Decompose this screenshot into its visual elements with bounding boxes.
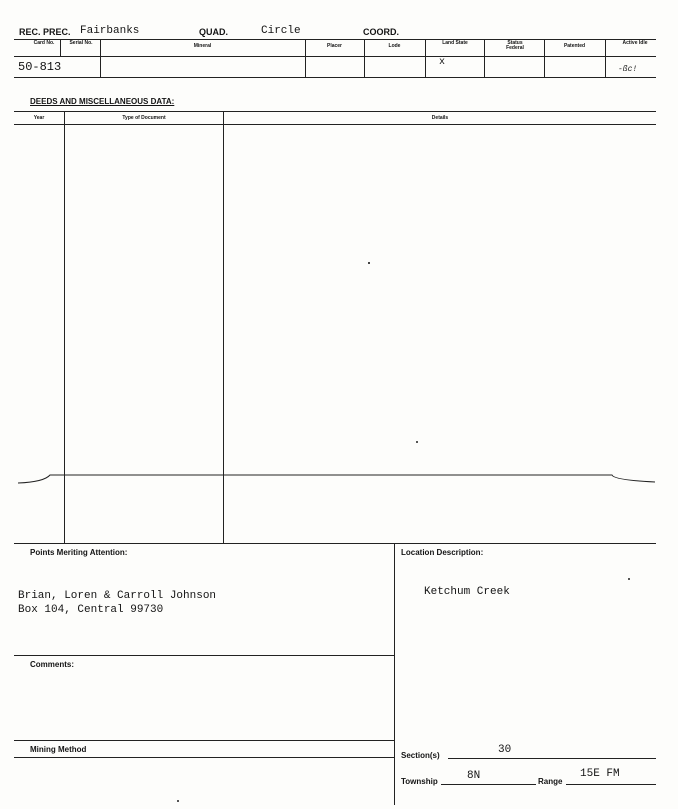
scan-speck: [628, 578, 630, 580]
col-placer: Placer: [326, 43, 342, 49]
scan-speck: [416, 441, 418, 443]
points-line-2: Box 104, Central 99730: [18, 604, 164, 616]
range-value: 15E FM: [580, 768, 620, 780]
section-label: Section(s): [401, 751, 440, 760]
rec-prec-value: Fairbanks: [80, 25, 140, 37]
mining-method-label: Mining Method: [30, 745, 87, 754]
scan-speck: [177, 800, 179, 802]
col-year: Year: [33, 115, 45, 121]
rec-prec-label: REC. PREC.: [19, 27, 71, 37]
points-line-1: Brian, Loren & Carroll Johnson: [18, 590, 217, 602]
points-label: Points Meriting Attention:: [30, 548, 128, 557]
card-no-value: 50-813: [18, 60, 62, 74]
fold-line: [0, 465, 678, 495]
location-value: Ketchum Creek: [424, 586, 510, 598]
scan-speck: [368, 262, 370, 264]
col-lode: Lode: [388, 43, 401, 49]
col-land-state: Land State: [442, 40, 468, 46]
col-patented: Patented: [563, 43, 586, 49]
col-type-of-document: Type of Document: [122, 115, 166, 121]
coord-label: COORD.: [363, 27, 399, 37]
township-label: Township: [401, 777, 438, 786]
location-label: Location Description:: [401, 548, 484, 557]
section-value: 30: [498, 744, 512, 756]
col-status-federal: Status Federal: [506, 40, 524, 51]
col-card-no: Card No.: [33, 40, 55, 46]
deeds-title: DEEDS AND MISCELLANEOUS DATA:: [30, 97, 175, 106]
range-label: Range: [538, 777, 563, 786]
quad-label: QUAD.: [199, 27, 228, 37]
col-mineral: Mineral: [193, 43, 212, 49]
col-serial-no: Serial No.: [69, 40, 93, 46]
quad-value: Circle: [261, 25, 301, 37]
land-state-value: x: [439, 57, 446, 68]
col-details: Details: [431, 115, 449, 121]
comments-label: Comments:: [30, 660, 75, 669]
active-idle-value: -ßc!: [618, 65, 638, 74]
col-active-idle: Active Idle: [622, 40, 648, 46]
township-value: 8N: [467, 770, 481, 782]
